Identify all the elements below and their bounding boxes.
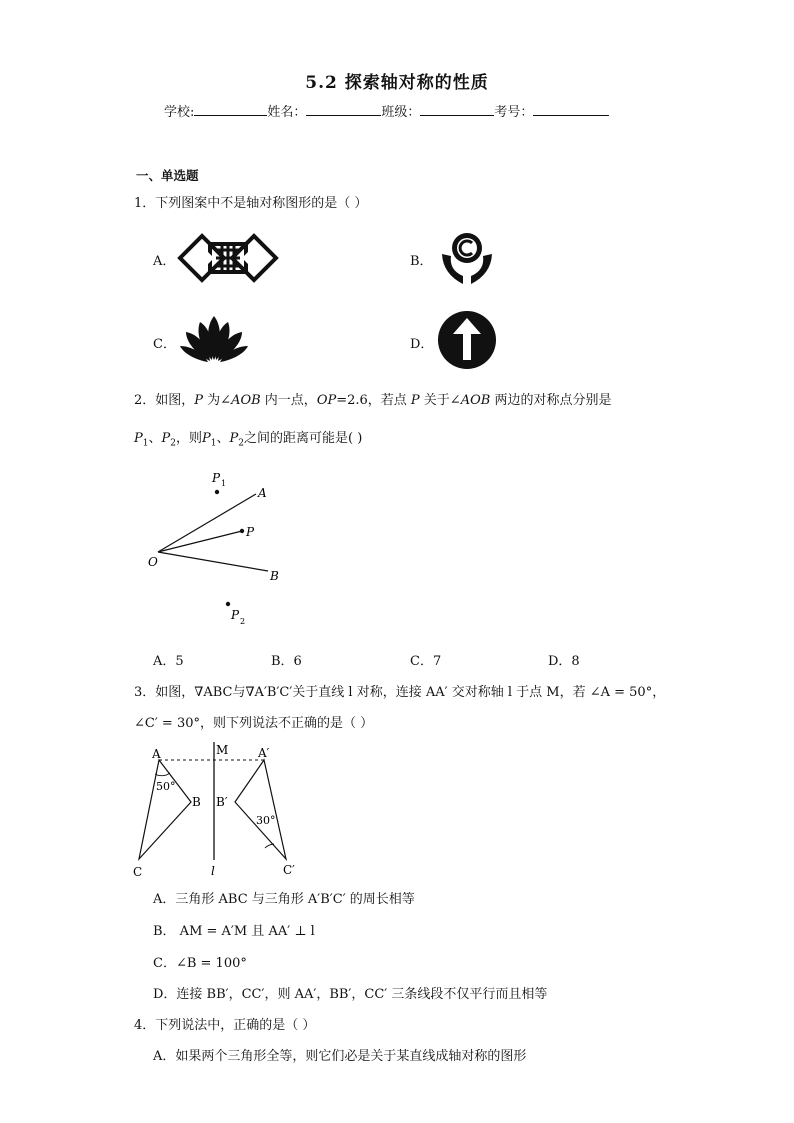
section-heading: 一、单选题 [136, 168, 199, 183]
label-angle-50: 50° [156, 780, 176, 793]
label-m: M [216, 743, 229, 757]
q1-option-d-label: D． [410, 337, 434, 352]
label-b: B [270, 569, 279, 583]
q2-sub-1: 1 [142, 438, 149, 449]
q2-text: =2.6，若点 [336, 393, 411, 408]
class-label: 班级： [381, 105, 421, 120]
q3-option-c: C．∠B = 100° [153, 956, 247, 971]
label-c: C [133, 865, 143, 879]
label-p2-sub: 2 [240, 617, 246, 626]
flower-logo-icon [178, 314, 250, 364]
label-a: A [152, 747, 161, 761]
q2-text: 关于∠ [419, 393, 461, 408]
number-blank [533, 103, 609, 116]
point-p [240, 529, 244, 533]
label-c-prime: C′ [283, 863, 295, 877]
page-title: 5.2 探索轴对称的性质 [305, 73, 489, 93]
ray-ob [158, 552, 268, 571]
q2-var-aob: AOB [231, 393, 261, 408]
q2-text: 两边的对称点分别是 [490, 393, 612, 408]
label-o: O [148, 555, 158, 569]
question-2-stem-line1 [134, 389, 611, 408]
q2-text: 、 [216, 431, 230, 446]
q2-var-p: P [410, 393, 420, 408]
label-b: B [192, 795, 201, 809]
q2-option-d: D．8 [548, 654, 580, 669]
triangle-a-prime-b-prime-c-prime [235, 760, 286, 859]
q3-option-a: A．三角形 ABC 与三角形 A′B′C′ 的周长相等 [153, 892, 415, 907]
q2-text: 2．如图， [134, 393, 195, 408]
label-p1: P [212, 471, 221, 485]
q3-option-d: D．连接 BB′，CC′，则 AA′，BB′，CC′ 三条线段不仅平行而且相等 [153, 987, 548, 1002]
question-3-stem-line1: 3．如图，∇ABC与∇A′B′C′关于直线 l 对称，连接 AA′ 交对称轴 l 于点 M，若 ∠A = 50°， [134, 685, 666, 700]
q2-text: 为∠ [203, 393, 232, 408]
q2-var-p: P [194, 393, 204, 408]
name-label: 姓名： [267, 105, 307, 120]
label-p: P [246, 525, 255, 539]
q2-text: 之间的距离可能是( ) [243, 431, 363, 446]
label-angle-30: 30° [256, 814, 276, 827]
label-a: A [258, 486, 267, 500]
up-arrow-icon [437, 310, 497, 370]
question-2-stem-line2 [134, 427, 362, 449]
q2-text: 、 [148, 431, 162, 446]
q2-sub-2: 2 [170, 438, 176, 449]
student-info-row [164, 101, 609, 120]
q2-angle-figure [140, 462, 300, 632]
label-l: l [211, 864, 215, 878]
point-p1 [215, 490, 219, 494]
q2-var-aob: AOB [460, 393, 491, 408]
class-blank [420, 103, 494, 116]
q2-option-b: B．6 [271, 654, 302, 669]
q2-var-p1: P [134, 431, 143, 446]
ray-oa [158, 494, 256, 552]
school-label: 学校: [164, 105, 195, 120]
point-p2 [226, 602, 230, 606]
q1-option-c-label: C． [153, 337, 176, 352]
label-b-prime: B′ [216, 795, 228, 809]
q2-text: 内一点， [260, 393, 317, 408]
q2-var-op: OP [316, 393, 337, 408]
q2-sub-1: 1 [210, 438, 217, 449]
chinese-knot-icon [176, 232, 280, 284]
q3-triangle-figure [128, 738, 308, 880]
label-a-prime: A′ [258, 746, 270, 760]
angle-a-arc [155, 773, 170, 776]
school-blank [194, 103, 267, 116]
q2-var-p1: P [202, 431, 211, 446]
q1-option-b-label: B． [410, 254, 433, 269]
question-1-stem: 1．下列图案中不是轴对称图形的是（ ） [134, 196, 368, 211]
q4-option-a: A．如果两个三角形全等，则它们必是关于某直线成轴对称的图形 [153, 1049, 527, 1064]
question-4-stem: 4．下列说法中，正确的是（ ） [134, 1018, 316, 1033]
q2-sub-2: 2 [238, 438, 244, 449]
q3-option-b: B． AM = A′M 且 AA′ ⊥ l [153, 924, 315, 939]
name-blank [306, 103, 381, 116]
question-3-stem-line2: ∠C′ = 30°，则下列说法不正确的是（ ） [134, 716, 374, 731]
segment-op [158, 531, 242, 552]
q2-option-c: C．7 [410, 654, 442, 669]
triangle-abc [139, 760, 191, 859]
label-p2: P [231, 608, 240, 622]
q2-text: ，则 [175, 431, 202, 446]
q2-var-p2: P [161, 431, 171, 446]
q1-option-a-label: A． [153, 254, 176, 269]
number-label: 考号： [494, 105, 534, 120]
bank-logo-icon [439, 228, 495, 286]
q2-option-a: A．5 [153, 654, 184, 669]
label-p1-sub: 1 [221, 479, 227, 488]
q2-var-p2: P [229, 431, 239, 446]
